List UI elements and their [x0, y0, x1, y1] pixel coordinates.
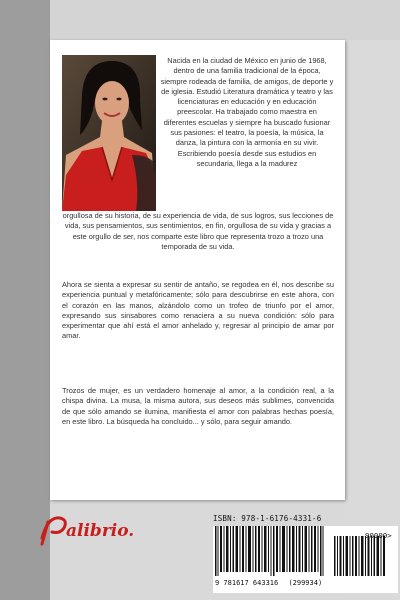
isbn-label: ISBN: 978-1-6176-4331-6 — [213, 514, 322, 523]
description-paragraph-2: Ahora se sienta a expresar su sentir de antaño, se regodea en él, nos describe su experiencia puntual y metafóricamente; sólo para descubrirse en este ahora, con el corazón en las manos, alzándolo como un trofeo de triunfo por el amor, expresando sus sinsabores como renaciera a su nueva condición: sólo para experimentar que ahí está el amor anhelado y, regresar al principio de amar por amar. — [62, 280, 334, 341]
publisher-wordmark: alibrio. — [66, 521, 135, 541]
author-photo — [62, 55, 156, 211]
barcode-digits — [215, 579, 395, 588]
barcode-number: 9 781617 643316 — [215, 579, 279, 587]
cover-top-band — [50, 0, 400, 40]
author-bio-text: Nacida en la ciudad de México en junio de 1968, dentro de una familia tradicional de la época, siempre rodeada de familia, de amigos, de deporte y de iglesia. Estudió Literatura dramática y teatro y las licenciaturas en educación y en educación preescolar. Ha trabajado como maestra en diferentes escuelas y siempre ha buscado fusionar sus pasiones: el teatro, la poesía, la música, la danza, la pintura con la armonía en su vivir. Escribiendo poesía desde sus estudios en secundaria, llega a la madurez — [160, 56, 334, 168]
publisher-logo — [38, 508, 158, 548]
barcode-price-code: 90000> — [365, 531, 392, 540]
barcode-addon: (299934) — [288, 579, 323, 587]
author-bio-continuation: orgullosa de su historia, de su experiencia de vida, de sus logros, sus lecciones de vida, sus pensamientos, sus sentimientos, en fin, orgullosa de su vida y gracias a este orgullo de ser, nos comparte este libro que representa trozo a trozo una temporada de su vida. — [62, 211, 334, 251]
description-paragraph-3: Trozos de mujer, es un verdadero homenaje al amor, a la condición real, a la chispa divina. La musa, la misma autora, sus deseos más sublimes, convencida de que sólo amando se ilumina, manifiesta el amor con palabras hechas poesía, en este libro. La búsqueda ha concluido... y sólo, para seguir amando. — [62, 386, 334, 426]
